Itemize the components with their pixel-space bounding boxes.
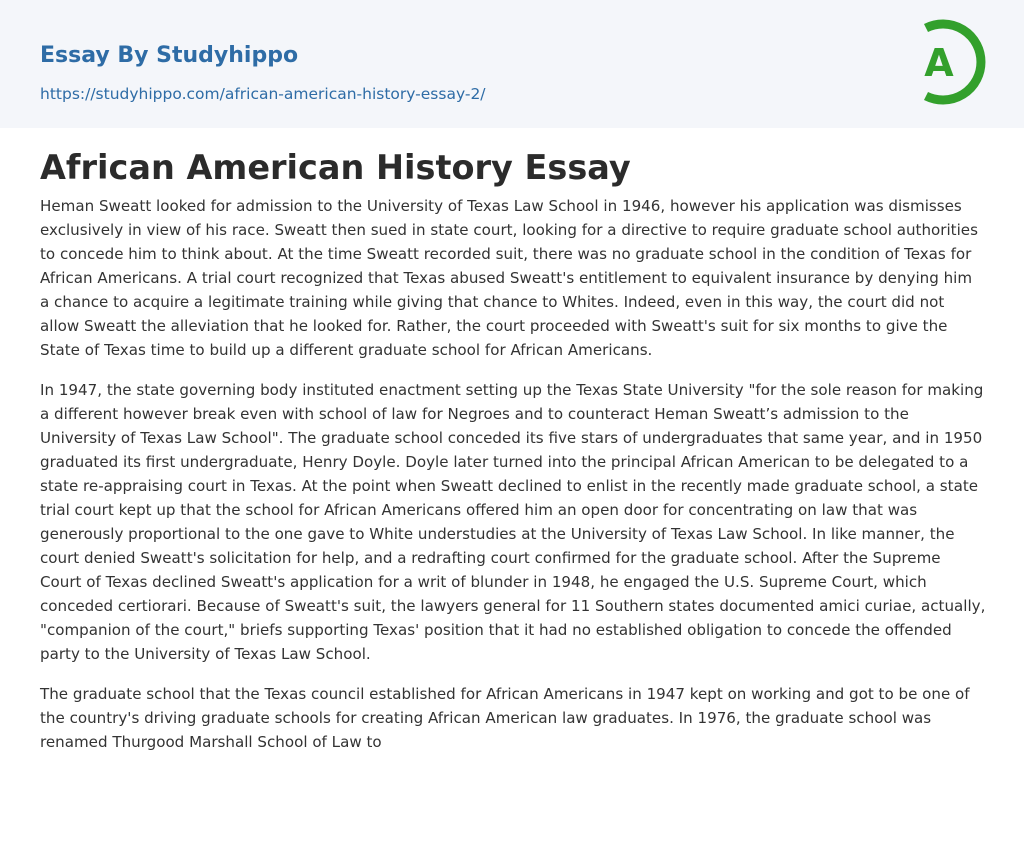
source-url-link[interactable]: https://studyhippo.com/african-american-history-essay-2/ bbox=[40, 85, 486, 103]
header-banner bbox=[0, 0, 1024, 128]
essay-title: African American History Essay bbox=[40, 148, 631, 187]
essay-body bbox=[40, 194, 986, 770]
essay-paragraph: The graduate school that the Texas council established for African Americans in 1947 kept on working and got to be one of the country's driving graduate schools for creating African American law graduates. In 1976, the graduate school was renamed Thurgood Marshall School of Law to bbox=[40, 685, 970, 751]
brand-title: Essay By Studyhippo bbox=[40, 43, 299, 68]
essay-paragraph: Heman Sweatt looked for admission to the University of Texas Law School in 1946, however his application was dismisses exclusively in view of his race. Sweatt then sued in state court, looking for a directive to require graduate school authorities to concede him to think about. At the time Sweatt recorded suit, there was no graduate school in the condition of Texas for African Americans. A trial court recognized that Texas abused Sweatt's entitlement to equivalent insurance by denying him a chance to acquire a legitimate training while giving that chance to Whites. Indeed, even in this way, the court did not allow Sweatt the alleviation that he looked for. Rather, the court proceeded with Sweatt's suit for six months to give the State of Texas time to build up a different graduate school for African Americans. bbox=[40, 197, 978, 359]
essay-paragraph: In 1947, the state governing body instituted enactment setting up the Texas State University "for the sole reason for making a different however break even with school of law for Negroes and to counteract Heman Sweatt’s admission to the University of Texas Law School". The graduate school conceded its five stars of undergraduates that same year, and in 1950 graduated its first undergraduate, Henry Doyle. Doyle later turned into the principal African American to be delegated to a state re-appraising court in Texas. At the point when Sweatt declined to enlist in the recently made graduate school, a state trial court kept up that the school for African Americans offered him an open door for concentrating on law that was generously proportional to the one gave to White understudies at the University of Texas Law School. In like manner, the court denied Sweatt's solicitation for help, and a redrafting court confirmed for the graduate school. After the Supreme Court of Texas declined Sweatt's application for a writ of blunder in 1948, he engaged the U.S. Supreme Court, which conceded certiorari. Because of Sweatt's suit, the lawyers general for 11 Southern states documented amici curiae, actually, "companion of the court," briefs supporting Texas' position that it had no established obligation to concede the offended party to the University of Texas Law School. bbox=[40, 381, 986, 663]
studyhippo-logo-icon[interactable] bbox=[904, 18, 988, 106]
logo-letter: A bbox=[924, 41, 954, 85]
